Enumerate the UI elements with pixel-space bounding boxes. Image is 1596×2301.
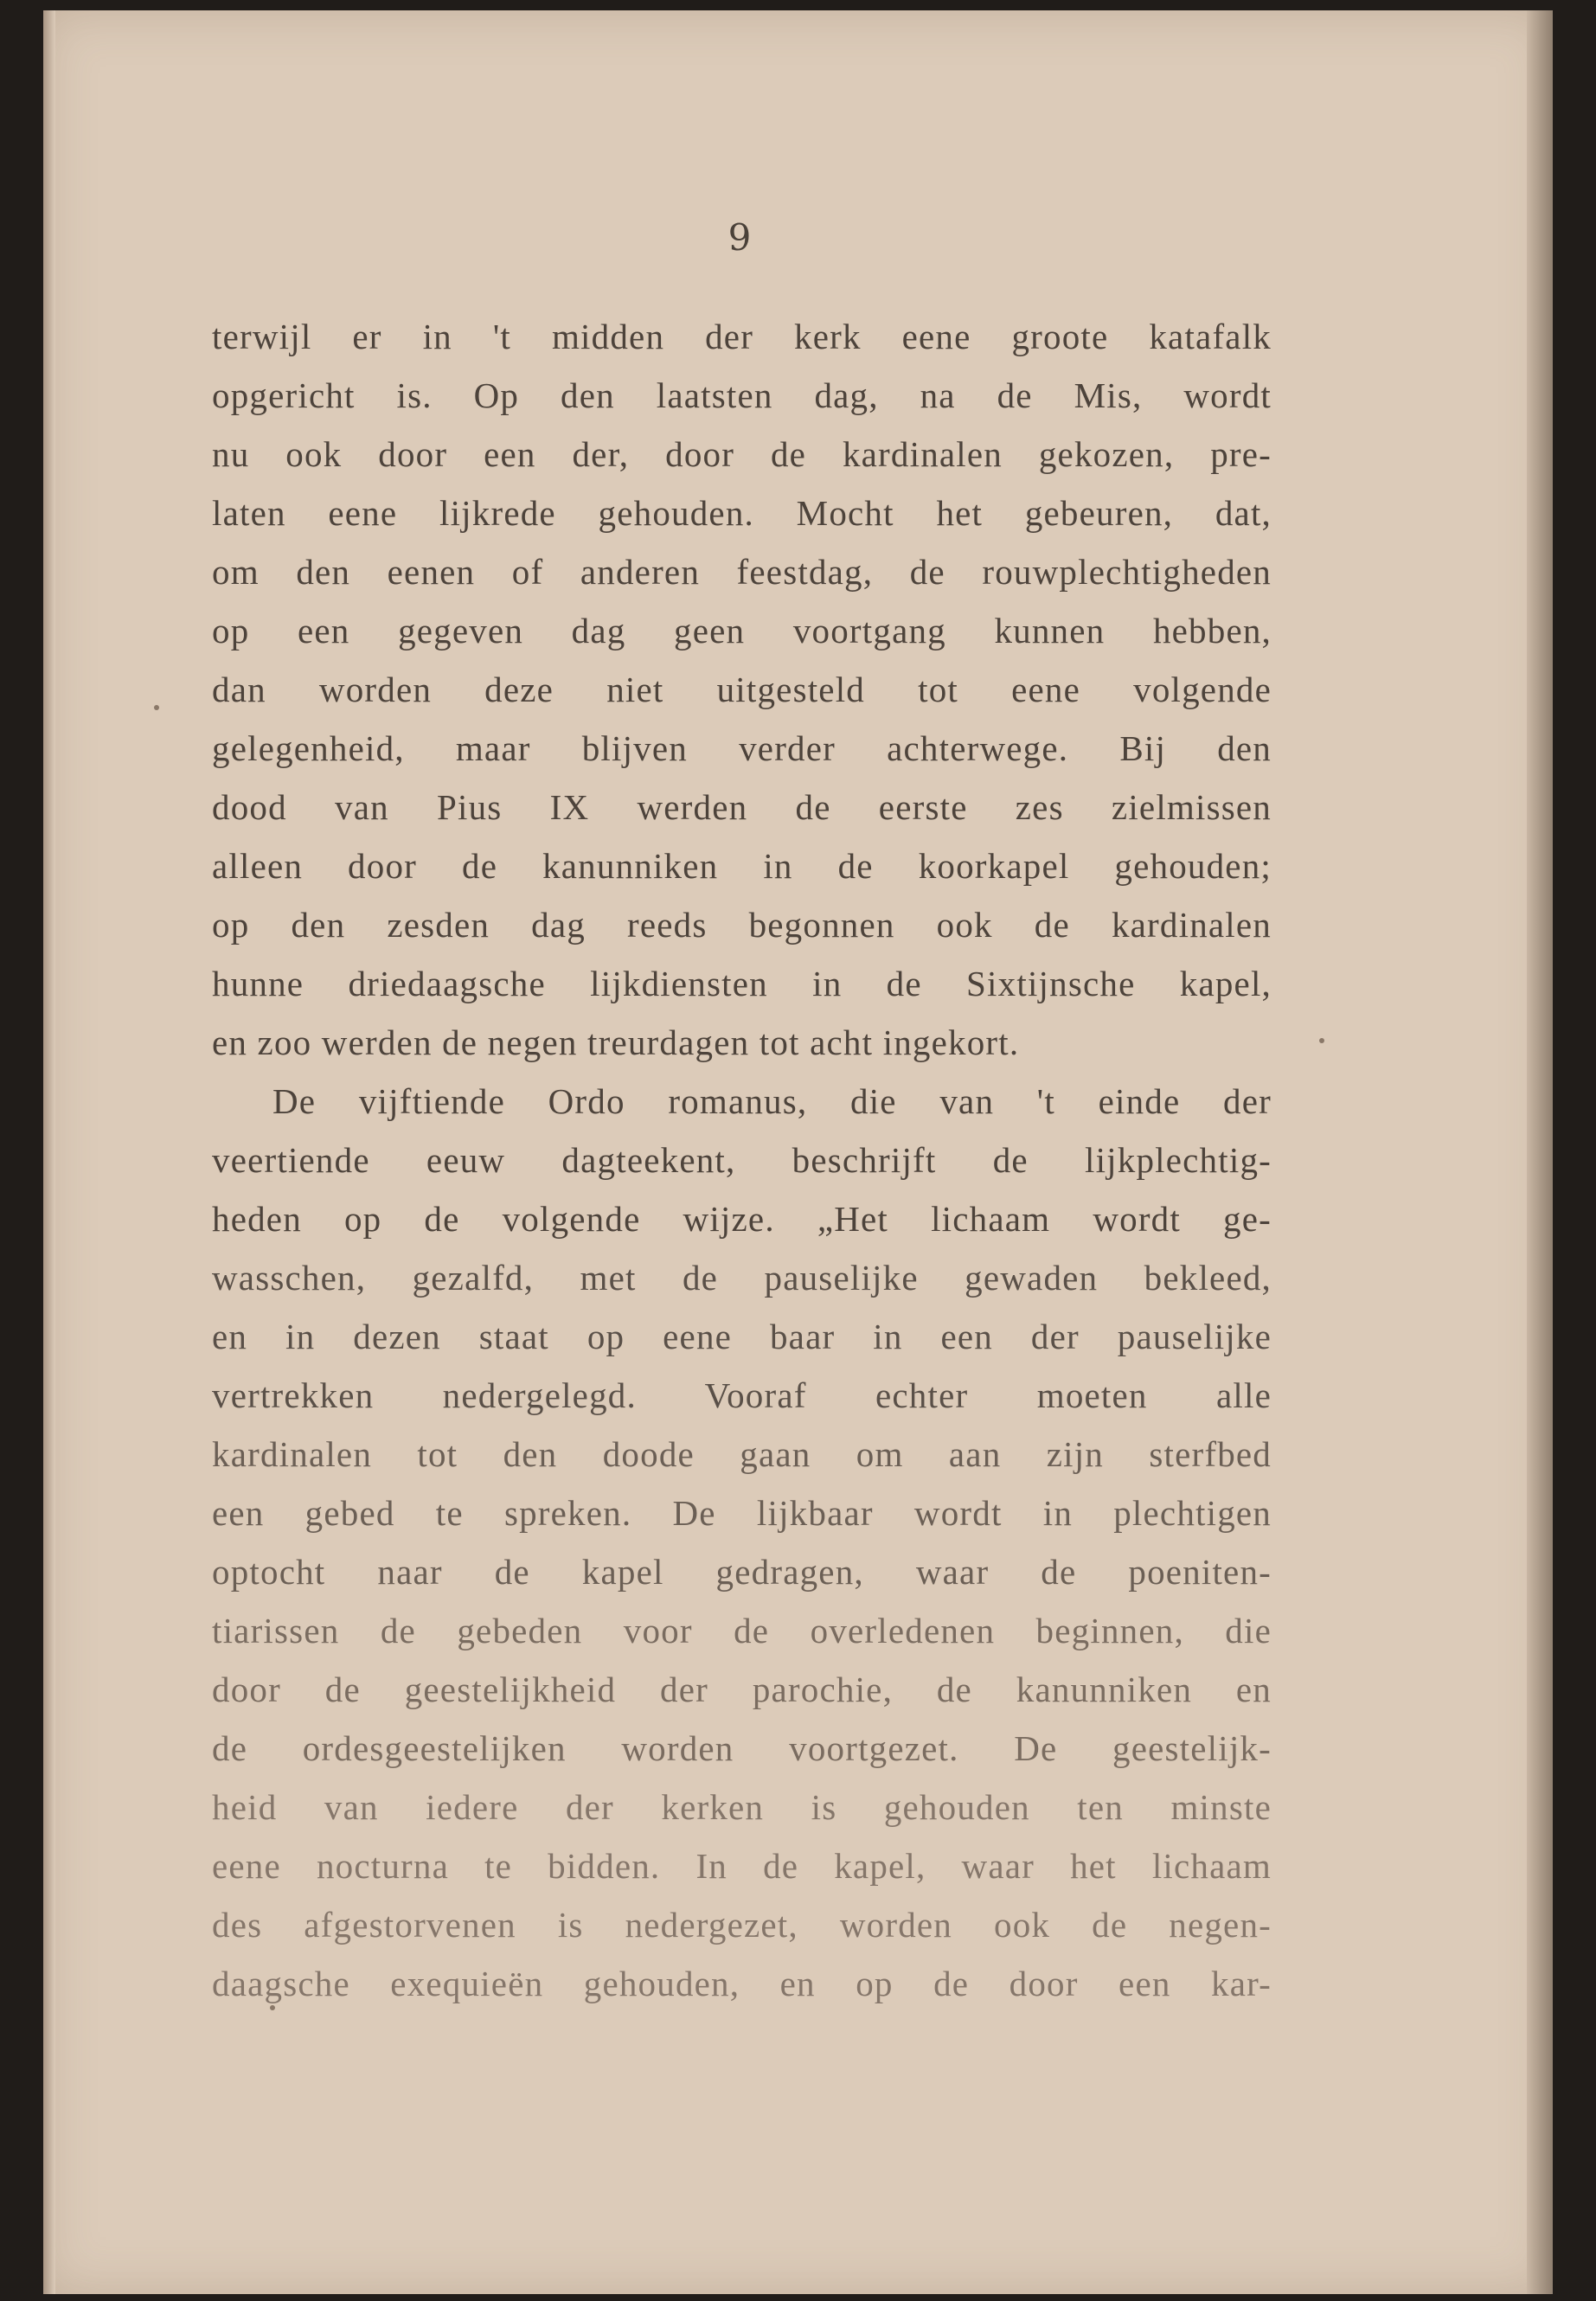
text-line: wasschen, gezalfd, met de pauselijke gewaden bekleed,	[212, 1258, 1272, 1298]
text-line: hunne driedaagsche lijkdiensten in de Sixtijnsche kapel,	[212, 964, 1272, 1003]
text-line: alleen door de kanunniken in de koorkapel gehouden;	[212, 846, 1272, 886]
text-line: opgericht is. Op den laatsten dag, na de Mis, wordt	[212, 375, 1272, 415]
text-line: dan worden deze niet uitgesteld tot eene volgende	[212, 670, 1272, 709]
body-text	[212, 307, 1272, 2013]
text-line: vertrekken nedergelegd. Vooraf echter moeten alle	[212, 1375, 1272, 1415]
text-line: een gebed te spreken. De lijkbaar wordt in plechtigen	[212, 1493, 1272, 1533]
page-gutter-shadow	[43, 10, 55, 2294]
page-number: 9	[727, 216, 752, 259]
text-line: om den eenen of anderen feestdag, de rouwplechtigheden	[212, 552, 1272, 592]
text-line: daagsche exequieën gehouden, en op de door een kar-	[212, 1964, 1272, 2003]
text-line: de ordesgeestelijken worden voortgezet. De geestelijk-	[212, 1728, 1272, 1768]
text-line: des afgestorvenen is nedergezet, worden ook de negen-	[212, 1905, 1272, 1945]
text-line: veertiende eeuw dagteekent, beschrijft de lijkplechtig-	[212, 1140, 1272, 1180]
page-edge-shadow	[1527, 10, 1553, 2294]
text-line: door de geestelijkheid der parochie, de kanunniken en	[212, 1670, 1272, 1709]
text-line: dood van Pius IX werden de eerste zes zielmissen	[212, 787, 1272, 827]
text-line: heid van iedere der kerken is gehouden ten minste	[212, 1787, 1272, 1827]
text-line: en in dezen staat op eene baar in een der pauselijke	[212, 1317, 1272, 1356]
text-line: laten eene lijkrede gehouden. Mocht het gebeuren, dat,	[212, 493, 1272, 533]
paper-speck	[1319, 1038, 1324, 1043]
text-line: op den zesden dag reeds begonnen ook de kardinalen	[212, 905, 1272, 945]
text-line: kardinalen tot den doode gaan om aan zijn sterfbed	[212, 1434, 1272, 1474]
text-line: heden op de volgende wijze. „Het lichaam wordt ge-	[212, 1199, 1272, 1239]
text-line: op een gegeven dag geen voortgang kunnen hebben,	[212, 611, 1272, 651]
paragraph-start-line: De vijftiende Ordo romanus, die van 't einde der	[272, 1081, 1272, 1121]
text-line: terwijl er in 't midden der kerk eene groote katafalk	[212, 317, 1272, 356]
text-line: tiarissen de gebeden voor de overledenen beginnen, die	[212, 1611, 1272, 1650]
text-line: gelegenheid, maar blijven verder achterwege. Bij den	[212, 728, 1272, 768]
paper-speck	[270, 2005, 275, 2010]
paragraph-end-line: en zoo werden de negen treurdagen tot acht ingekort.	[212, 1022, 1020, 1062]
text-line: nu ook door een der, door de kardinalen gekozen, pre-	[212, 434, 1272, 474]
text-line: eene nocturna te bidden. In de kapel, waar het lichaam	[212, 1846, 1272, 1886]
paper-speck	[154, 705, 159, 710]
text-line: optocht naar de kapel gedragen, waar de poeniten-	[212, 1552, 1272, 1592]
